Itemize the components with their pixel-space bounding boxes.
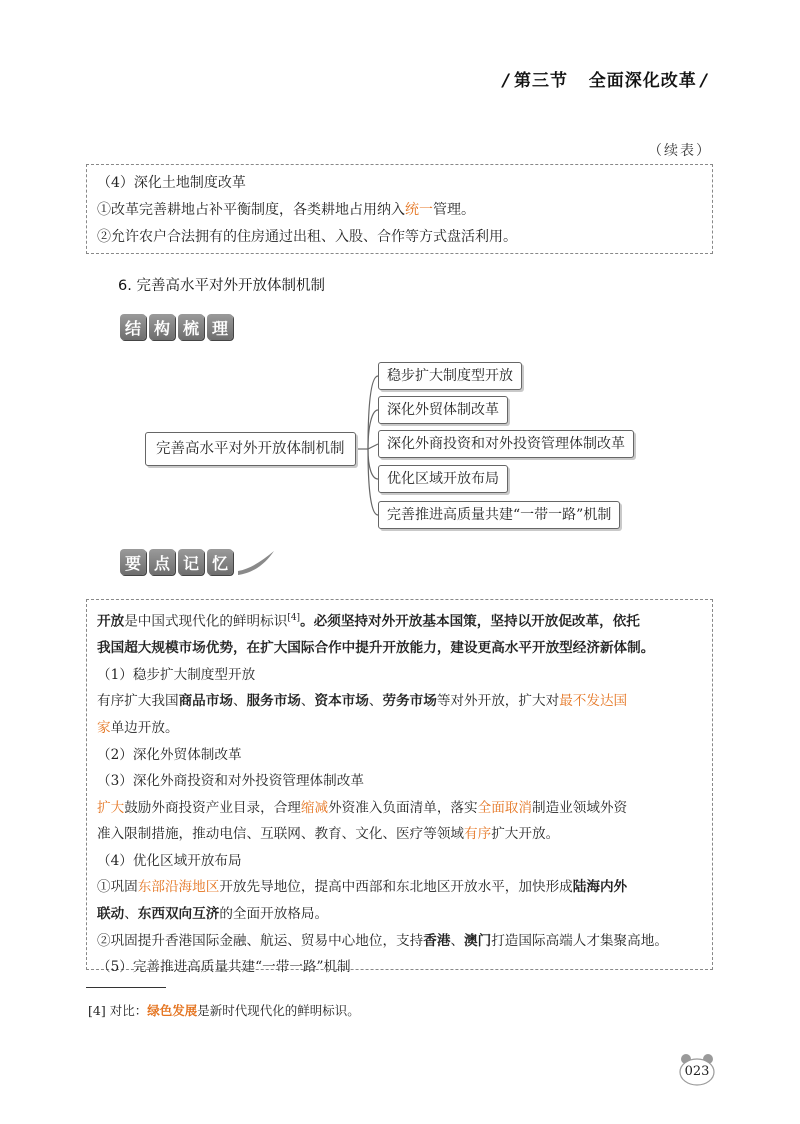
kp-line-4 <box>97 715 702 742</box>
kp-bold: 我国 <box>97 640 125 657</box>
page-number: 023 <box>684 1064 710 1079</box>
kp-text: 扩大开放。 <box>491 826 560 843</box>
kp-bold: 商品市场 <box>178 693 233 710</box>
banner2-char-2: 记 <box>178 549 204 575</box>
kp-bold: 资本市场 <box>314 693 369 710</box>
kp-text: 外资准入负面清单，落实 <box>328 799 478 816</box>
structure-diagram <box>140 356 670 534</box>
diagram-branch-0: 稳步扩大制度型开放 <box>378 362 522 390</box>
kp-line-1 <box>97 605 702 635</box>
kp-bold: 联动 <box>97 906 125 923</box>
kp-line-6 <box>97 821 702 848</box>
header-section: 第三节 <box>514 71 569 91</box>
kp-text: 、 <box>450 932 465 949</box>
connector-3 <box>368 449 378 479</box>
continued-label: （续表） <box>648 143 712 159</box>
box1-heading: （4）深化土地制度改革 <box>97 175 246 191</box>
kp-text: 、 <box>368 693 383 710</box>
kp-heading-1: （1）稳步扩大制度型开放 <box>97 666 256 683</box>
key-points-box <box>86 599 713 976</box>
kp-text: 有序扩大我国 <box>97 693 179 710</box>
kp-text: 等对外开放，扩大对 <box>436 693 560 710</box>
kp-text: ②巩固提升香港国际金融、航运、贸易中心地位，支持 <box>97 932 424 949</box>
kp-bold: 超大规模市场优势 <box>124 640 233 657</box>
connector-2 <box>368 444 378 449</box>
kp-heading-5: （5）完善推进高质量共建“一带一路”机制 <box>97 959 351 976</box>
page-header <box>499 66 712 91</box>
box1-line1-end: 管理。 <box>433 202 475 218</box>
kp-highlight: 有序 <box>464 826 492 843</box>
banner2-char-1: 点 <box>149 549 175 575</box>
kp-line-8 <box>97 901 702 928</box>
kp-heading-3: （3）深化外商投资和对外投资管理体制改革 <box>97 773 364 790</box>
kp-highlight: 扩大 <box>97 799 125 816</box>
banner1-char-1: 构 <box>149 314 175 340</box>
footnote-ref: [4] <box>287 613 301 623</box>
kp-text: 、 <box>300 693 315 710</box>
kp-line-3 <box>97 688 702 715</box>
footnote-text: 对比： <box>105 1003 148 1018</box>
key-points-banner <box>120 547 276 577</box>
diagram-branch-3: 优化区域开放布局 <box>378 465 508 493</box>
kp-line-9 <box>97 928 702 955</box>
box1-line1-text: ①改革完善耕地占补平衡制度，各类耕地占用纳入 <box>97 202 405 218</box>
kp-bold: 。必须坚持对外开放基本国策，坚持 <box>300 613 518 630</box>
section-title: 6. 完善高水平对外开放体制机制 <box>118 278 325 294</box>
kp-highlight: 家 <box>97 719 111 736</box>
banner1-char-3: 理 <box>207 314 233 340</box>
kp-line-5 <box>97 795 702 822</box>
kp-text: 开放先导地位，提高中西部和东北地区开放水平，加快形成 <box>219 879 573 896</box>
banner1-char-0: 结 <box>120 314 146 340</box>
kp-highlight: 最不发达国 <box>559 693 628 710</box>
diagram-branch-1: 深化外贸体制改革 <box>378 396 508 424</box>
kp-text: ①巩固 <box>97 879 138 896</box>
diagram-branch-4: 完善推进高质量共建“一带一路”机制 <box>378 501 620 529</box>
banner-swoosh-icon <box>236 547 276 577</box>
banner1-char-2: 梳 <box>178 314 204 340</box>
header-slash-right: / <box>700 71 708 91</box>
header-slash-left: / <box>502 71 511 91</box>
connector-0 <box>368 376 378 449</box>
kp-line-7 <box>97 874 702 901</box>
connector-1 <box>368 410 378 449</box>
kp-text: 、 <box>124 906 138 923</box>
kp-text: 的全面开放格局。 <box>219 906 329 923</box>
footnote <box>88 1001 360 1019</box>
kp-bold: ，依托 <box>599 613 640 630</box>
kp-text: 打造国际高端人才集聚高地。 <box>491 932 668 949</box>
kp-highlight: 缩减 <box>300 799 329 816</box>
banner2-char-3: 忆 <box>207 549 233 575</box>
kp-text: 准入限制措施，推动电信、互联网、教育、文化、医疗等领域 <box>97 826 465 843</box>
kp-text: 是中国式现代化的鲜明标识 <box>124 613 288 630</box>
kp-highlight: 全面取消 <box>477 799 532 816</box>
kp-text: 制造业领域外资 <box>532 799 628 816</box>
footnote-highlight: 绿色发展 <box>147 1003 198 1018</box>
kp-bold: 劳务市场 <box>382 693 437 710</box>
connector-4 <box>368 449 378 515</box>
structure-banner <box>120 312 233 342</box>
kp-bold: 香港 <box>423 932 451 949</box>
kp-highlight: 东部沿海地区 <box>137 879 220 896</box>
banner2-char-0: 要 <box>120 549 146 575</box>
kp-heading-4: （4）优化区域开放布局 <box>97 852 242 869</box>
footnote-rule <box>86 987 166 988</box>
footnote-number: [4] <box>88 1003 106 1018</box>
kp-bold: 服务市场 <box>246 693 301 710</box>
kp-text: 鼓励外商投资产业目录，合理 <box>124 799 301 816</box>
box1-line2: ②允许农户合法拥有的住房通过出租、入股、合作等方式盘活利用。 <box>97 229 517 245</box>
box1-line1 <box>97 197 702 224</box>
diagram-branch-2: 深化外商投资和对外投资管理体制改革 <box>378 430 634 458</box>
land-reform-box <box>86 164 713 254</box>
kp-text: 、 <box>232 693 247 710</box>
kp-bold: 以开放促改革 <box>517 613 600 630</box>
kp-bold: 澳门 <box>464 932 492 949</box>
kp-bold: 东西双向互济 <box>137 906 220 923</box>
kp-bold: 陆海内外 <box>572 879 628 896</box>
footnote-text: 是新时代现代化的鲜明标识。 <box>197 1003 360 1018</box>
kp-bold: ，在扩大国际合作中提升开放能力，建设更高水平开放型经济新体制。 <box>232 640 655 657</box>
page-number-badge <box>678 1052 716 1086</box>
kp-bold: 开放 <box>97 613 125 630</box>
kp-heading-2: （2）深化外贸体制改革 <box>97 746 242 763</box>
diagram-root: 完善高水平对外开放体制机制 <box>145 432 356 466</box>
kp-text: 单边开放。 <box>110 719 179 736</box>
box1-line1-highlight: 统一 <box>405 202 433 218</box>
kp-line-2 <box>97 635 702 662</box>
header-title: 全面深化改革 <box>588 71 697 91</box>
